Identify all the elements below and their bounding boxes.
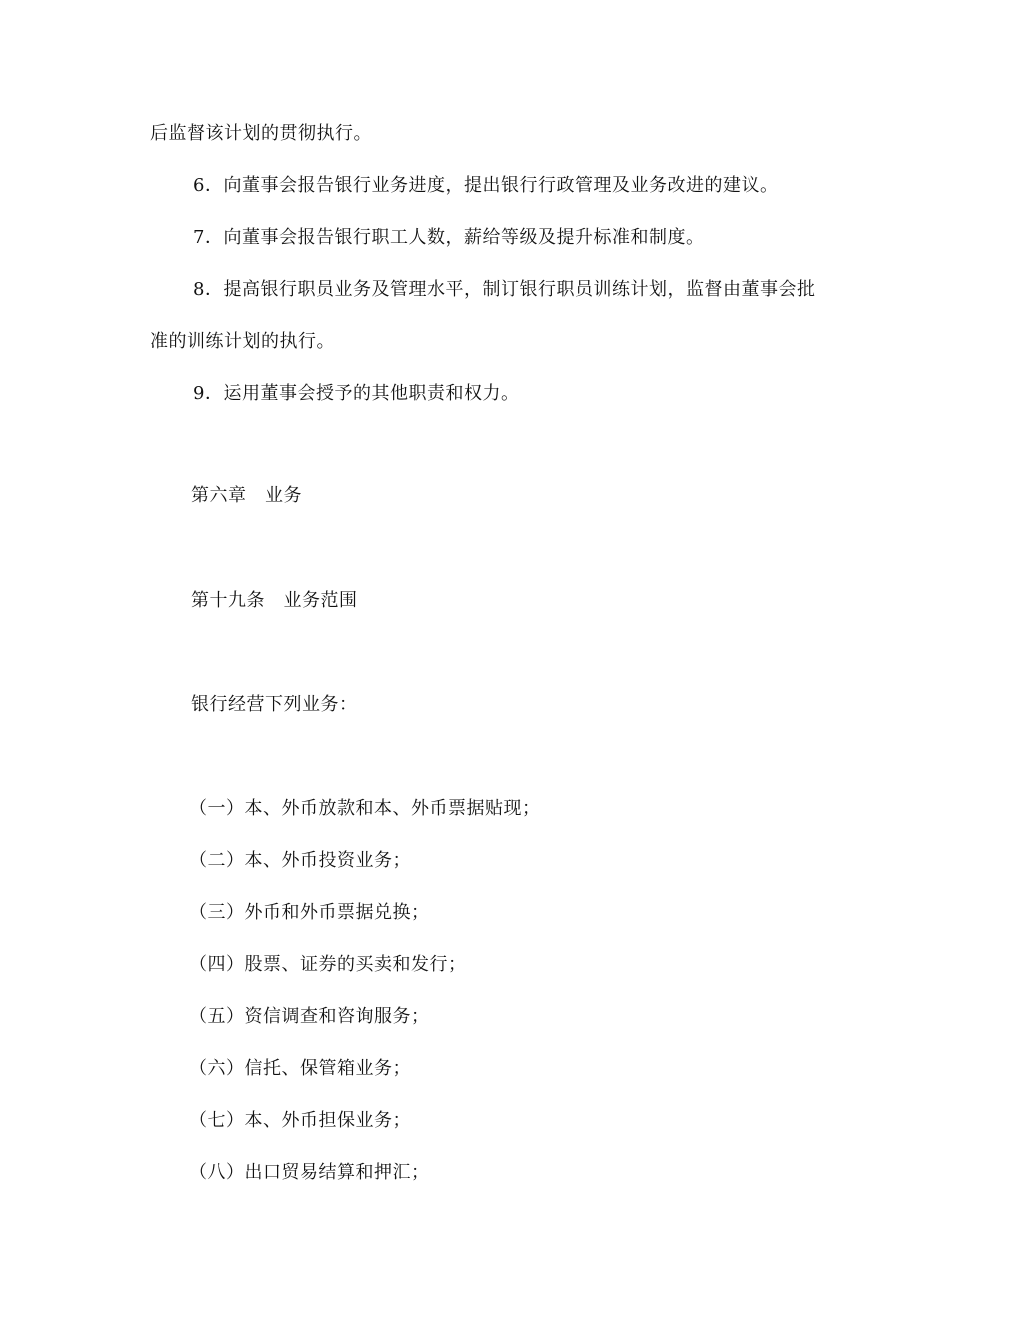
business-item-7: （七）本、外币担保业务； [189, 1110, 411, 1131]
chapter-heading: 第六章 业务 [191, 485, 302, 506]
business-item-8: （八）出口贸易结算和押汇； [189, 1162, 430, 1183]
business-item-3: （三）外币和外币票据兑换； [189, 902, 430, 923]
paragraph-item6: 6．向董事会报告银行业务进度，提出银行行政管理及业务改进的建议。 [193, 175, 779, 196]
business-intro: 银行经营下列业务： [191, 694, 358, 715]
paragraph-item8-line1: 8．提高银行职员业务及管理水平，制订银行职员训练计划，监督由董事会批 [193, 279, 816, 300]
paragraph-item7: 7．向董事会报告银行职工人数，薪给等级及提升标准和制度。 [193, 227, 705, 248]
paragraph-item8-line2: 准的训练计划的执行。 [150, 331, 335, 352]
paragraph-item5-continuation: 后监督该计划的贯彻执行。 [150, 123, 372, 144]
paragraph-item9: 9．运用董事会授予的其他职责和权力。 [193, 383, 520, 404]
business-item-5: （五）资信调查和咨询服务； [189, 1006, 430, 1027]
business-item-4: （四）股票、证券的买卖和发行； [189, 954, 467, 975]
business-item-2: （二）本、外币投资业务； [189, 850, 411, 871]
article-heading: 第十九条 业务范围 [191, 590, 358, 611]
business-item-6: （六）信托、保管箱业务； [189, 1058, 411, 1079]
business-item-1: （一）本、外币放款和本、外币票据贴现； [189, 798, 541, 819]
